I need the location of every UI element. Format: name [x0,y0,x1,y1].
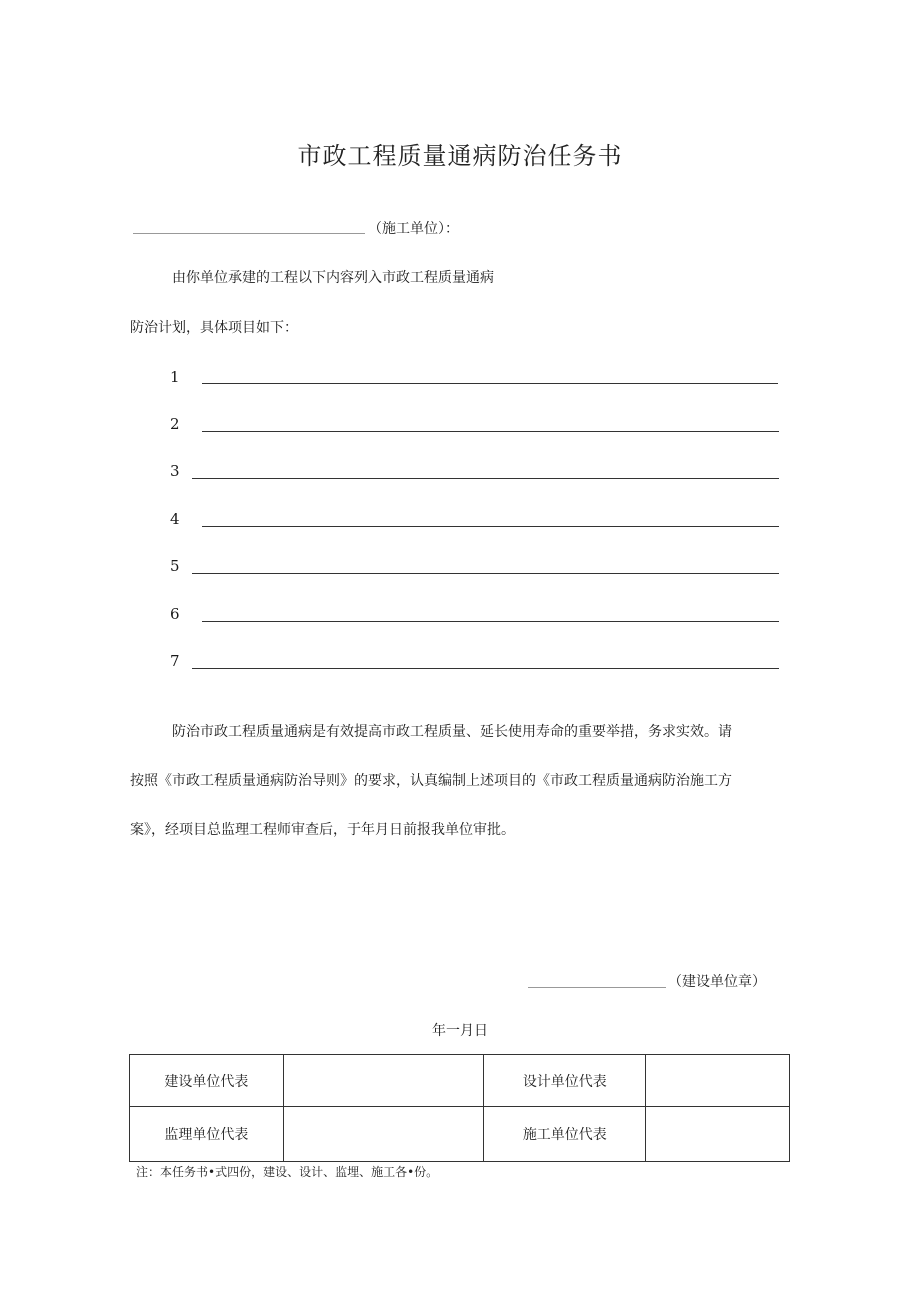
body-line-2: 按照《市政工程质量通病防治导则》的要求，认真编制上述项目的《市政工程质量通病防治施工方 [130,773,732,789]
builder-unit-rep-label: 施工单位代表 [484,1107,646,1162]
seal-label: （建设单位章） [668,974,766,990]
item-blank-line [192,668,779,669]
builder-unit-rep-field[interactable] [646,1107,790,1162]
item-blank-line [202,621,779,622]
design-unit-rep-label: 设计单位代表 [484,1055,646,1107]
construction-unit-rep-label: 建设单位代表 [130,1055,284,1107]
item-blank-line [202,431,779,432]
design-unit-rep-field[interactable] [646,1055,790,1107]
item-number: 1 [170,368,180,386]
body-line-3: 案》，经项目总监理工程师审查后，于年月日前报我单位审批。 [130,822,515,838]
item-number: 3 [170,462,180,480]
table-row [130,1107,790,1162]
construction-unit-rep-field[interactable] [283,1055,484,1107]
supervision-unit-rep-field[interactable] [283,1107,484,1162]
recipient-blank-line [133,233,365,234]
supervision-unit-rep-label: 监理单位代表 [130,1107,284,1162]
item-number: 5 [170,557,180,575]
item-blank-line [192,478,779,479]
recipient-label: （施工单位）： [368,221,459,237]
item-number: 7 [170,652,180,670]
item-blank-line [192,573,779,574]
item-blank-line [202,383,778,384]
item-number: 4 [170,510,180,528]
intro-line-2: 防治计划，具体项目如下： [130,320,298,336]
footnote: 注：本任务书•式四份，建设、设计、监埋、施工各•份。 [136,1165,439,1179]
intro-line-1: 由你单位承建的工程以下内容列入市政工程质量通病 [172,270,494,286]
item-blank-line [202,526,779,527]
item-number: 2 [170,415,180,433]
table-row [130,1055,790,1107]
representatives-table [129,1054,790,1162]
body-line-1: 防治市政工程质量通病是有效提高市政工程质量、延长使用寿命的重要举措，务求实效。请 [172,724,732,740]
date-label: 年一月日 [432,1023,488,1039]
document-title: 市政工程质量通病防治任务书 [297,142,623,170]
item-number: 6 [170,605,180,623]
seal-blank-line [528,987,666,988]
